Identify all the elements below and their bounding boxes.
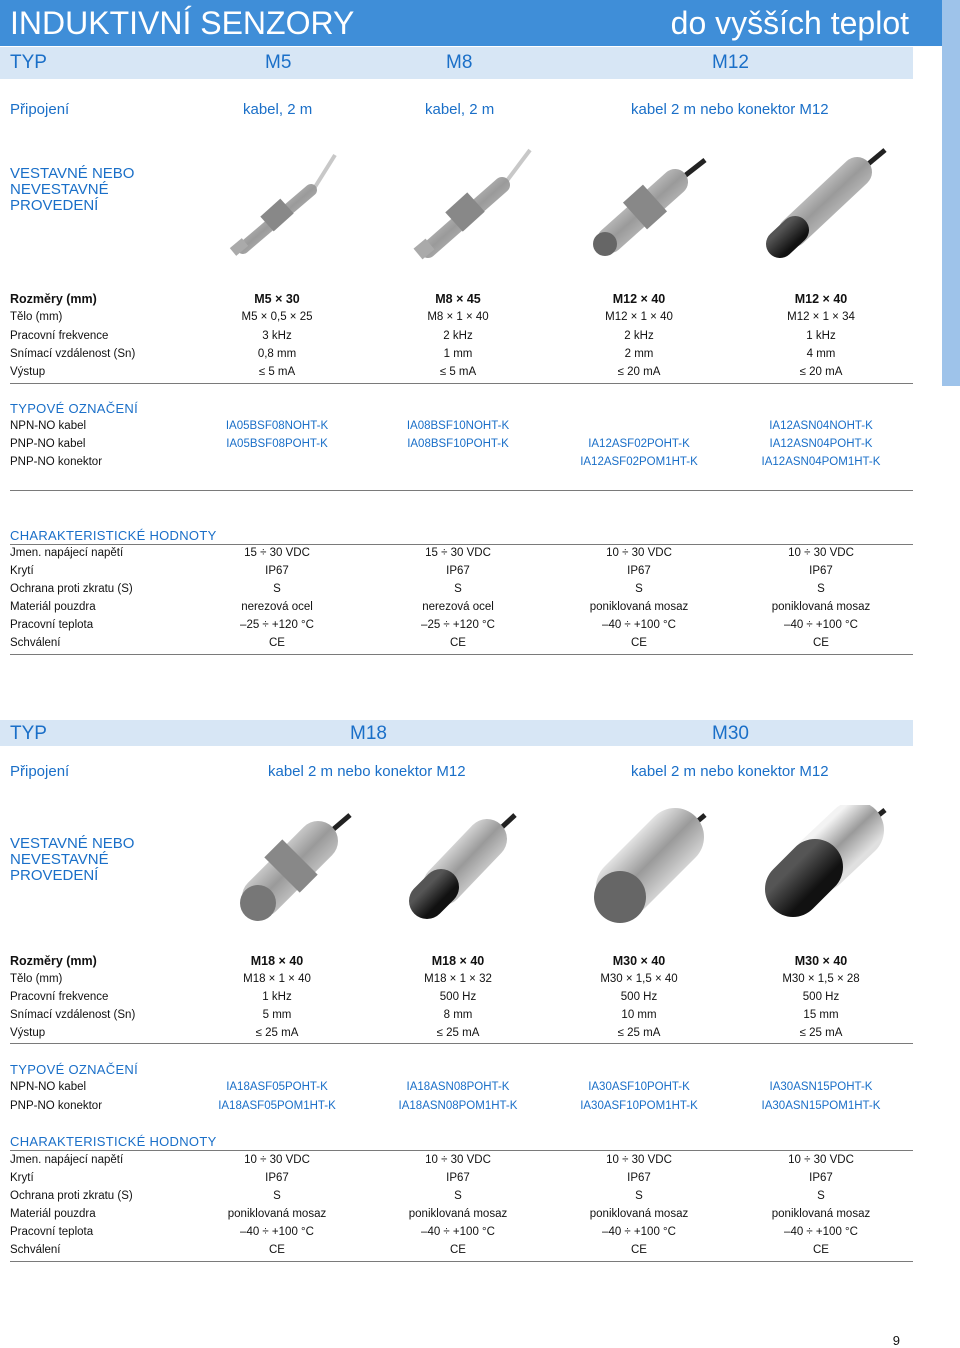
typ-label: TYP — [10, 52, 47, 73]
divider — [10, 1043, 913, 1044]
table-row: Materiál pouzdra nerezová ocel nerezová ocel poniklovaná mosaz poniklovaná mosaz — [10, 601, 871, 613]
type-m5: M5 — [265, 52, 292, 73]
table-row: PNP-NO konektor IA12ASF02POM1HT-K IA12ASN04POM1HT-K — [10, 456, 881, 468]
sensor-m30-flush-image — [594, 815, 705, 923]
table-row: Tělo (mm) M18 × 1 × 40 M18 × 1 × 32 M30 × 1,5 × 40 M30 × 1,5 × 28 — [10, 973, 860, 985]
sensor-m5-image — [233, 155, 335, 252]
connection-row-2 — [0, 763, 913, 783]
table-row: Schválení CE CE CE CE — [10, 1244, 829, 1256]
table-row: Krytí IP67 IP67 IP67 IP67 — [10, 1172, 833, 1184]
table-row: Výstup ≤ 25 mA ≤ 25 mA ≤ 25 mA ≤ 25 mA — [10, 1027, 843, 1039]
type-m18: M18 — [350, 723, 387, 744]
table-row: Snímací vzdálenost (Sn) 5 mm 8 mm 10 mm 15 mm — [10, 1009, 839, 1021]
table-row: NPN-NO kabel IA18ASF05POHT-K IA18ASN08POHT-K IA30ASF10POHT-K IA30ASN15POHT-K — [10, 1081, 873, 1093]
sensor-m18-nonflush-image — [427, 815, 515, 901]
connection-label: Připojení — [10, 101, 70, 118]
type-header-band-2 — [0, 720, 913, 746]
table-row: Jmen. napájecí napětí 10 ÷ 30 VDC 10 ÷ 30 VDC 10 ÷ 30 VDC 10 ÷ 30 VDC — [10, 1154, 854, 1166]
page-subtitle: do vyšších teplot — [670, 5, 909, 41]
typ-label-2: TYP — [10, 723, 47, 744]
codes-heading-1: TYPOVÉ OZNAČENÍ — [10, 401, 139, 416]
mounting-heading: VESTAVNÉ NEBO NEVESTAVNÉ PROVEDENÍ — [10, 165, 135, 214]
connection-m5: kabel, 2 m — [243, 101, 313, 118]
divider — [10, 383, 913, 384]
table-row: Výstup ≤ 5 mA ≤ 5 mA ≤ 20 mA ≤ 20 mA — [10, 366, 843, 378]
table-row: Pracovní frekvence 1 kHz 500 Hz 500 Hz 500 Hz — [10, 991, 840, 1003]
table-row: Ochrana proti zkratu (S) S S S S — [10, 583, 825, 595]
divider — [10, 490, 913, 491]
table-row: Materiál pouzdra poniklovaná mosaz poniklovaná mosaz poniklovaná mosaz poniklovaná mosaz — [10, 1208, 871, 1220]
table-row: Rozměry (mm) M5 × 30 M8 × 45 M12 × 40 M12 × 40 — [10, 292, 848, 306]
char-heading-2: CHARAKTERISTICKÉ HODNOTY — [10, 1134, 217, 1149]
codes-heading-2: TYPOVÉ OZNAČENÍ — [10, 1062, 139, 1077]
connection-m12: kabel 2 m nebo konektor M12 — [631, 101, 829, 118]
sensor-m8-image — [418, 150, 530, 254]
char-heading-1: CHARAKTERISTICKÉ HODNOTY — [10, 528, 217, 543]
divider — [10, 654, 913, 655]
mounting-heading-2: VESTAVNÉ NEBO NEVESTAVNÉ PROVEDENÍ — [10, 835, 135, 884]
table-row: Ochrana proti zkratu (S) S S S S — [10, 1190, 825, 1202]
connection-m8: kabel, 2 m — [425, 101, 495, 118]
type-header-band — [0, 47, 913, 79]
connection-label-2: Připojení — [10, 763, 70, 780]
table-row: Pracovní teplota –40 ÷ +100 °C –40 ÷ +100 °C –40 ÷ +100 °C –40 ÷ +100 °C — [10, 1226, 858, 1238]
table-row: Krytí IP67 IP67 IP67 IP67 — [10, 565, 833, 577]
table-row: Pracovní teplota –25 ÷ +120 °C –25 ÷ +120 °C –40 ÷ +100 °C –40 ÷ +100 °C — [10, 619, 858, 631]
table-row: PNP-NO konektor IA18ASF05POM1HT-K IA18ASN08POM1HT-K IA30ASF10POM1HT-K IA30ASN15POM1HT-K — [10, 1100, 881, 1112]
sensor-photos-row2 — [220, 805, 900, 945]
table-row: NPN-NO kabel IA05BSF08NOHT-K IA08BSF10NOHT-K IA12ASN04NOHT-K — [10, 420, 873, 432]
type-m30: M30 — [712, 723, 749, 744]
sensor-m18-flush-image — [240, 815, 350, 921]
page-title: INDUKTIVNÍ SENZORY — [10, 5, 355, 41]
sensor-m12-flush-image — [593, 160, 705, 256]
sensor-photos-row1 — [215, 140, 895, 280]
page-number: 9 — [892, 1333, 900, 1348]
table-row: Rozměry (mm) M18 × 40 M18 × 40 M30 × 40 M30 × 40 — [10, 954, 848, 968]
connection-m18: kabel 2 m nebo konektor M12 — [268, 763, 466, 780]
title-band — [0, 0, 942, 46]
table-row: Snímací vzdálenost (Sn) 0,8 mm 1 mm 2 mm 4 mm — [10, 348, 836, 360]
type-m12: M12 — [712, 52, 749, 73]
table-row: PNP-NO kabel IA05BSF08POHT-K IA08BSF10POHT-K IA12ASF02POHT-K IA12ASN04POHT-K — [10, 438, 873, 450]
side-accent-bar — [942, 0, 960, 386]
table-row: Pracovní frekvence 3 kHz 2 kHz 2 kHz 1 kHz — [10, 330, 836, 342]
table-row: Jmen. napájecí napětí 15 ÷ 30 VDC 15 ÷ 30 VDC 10 ÷ 30 VDC 10 ÷ 30 VDC — [10, 547, 854, 559]
connection-m30: kabel 2 m nebo konektor M12 — [631, 763, 829, 780]
type-m8: M8 — [446, 52, 473, 73]
table-row: Tělo (mm) M5 × 0,5 × 25 M8 × 1 × 40 M12 × 1 × 40 M12 × 1 × 34 — [10, 311, 855, 323]
connection-row — [0, 101, 913, 121]
sensor-m12-nonflush-image — [780, 150, 885, 244]
divider — [10, 1261, 913, 1262]
sensor-m30-nonflush-image — [793, 810, 885, 889]
table-row: Schválení CE CE CE CE — [10, 637, 829, 649]
